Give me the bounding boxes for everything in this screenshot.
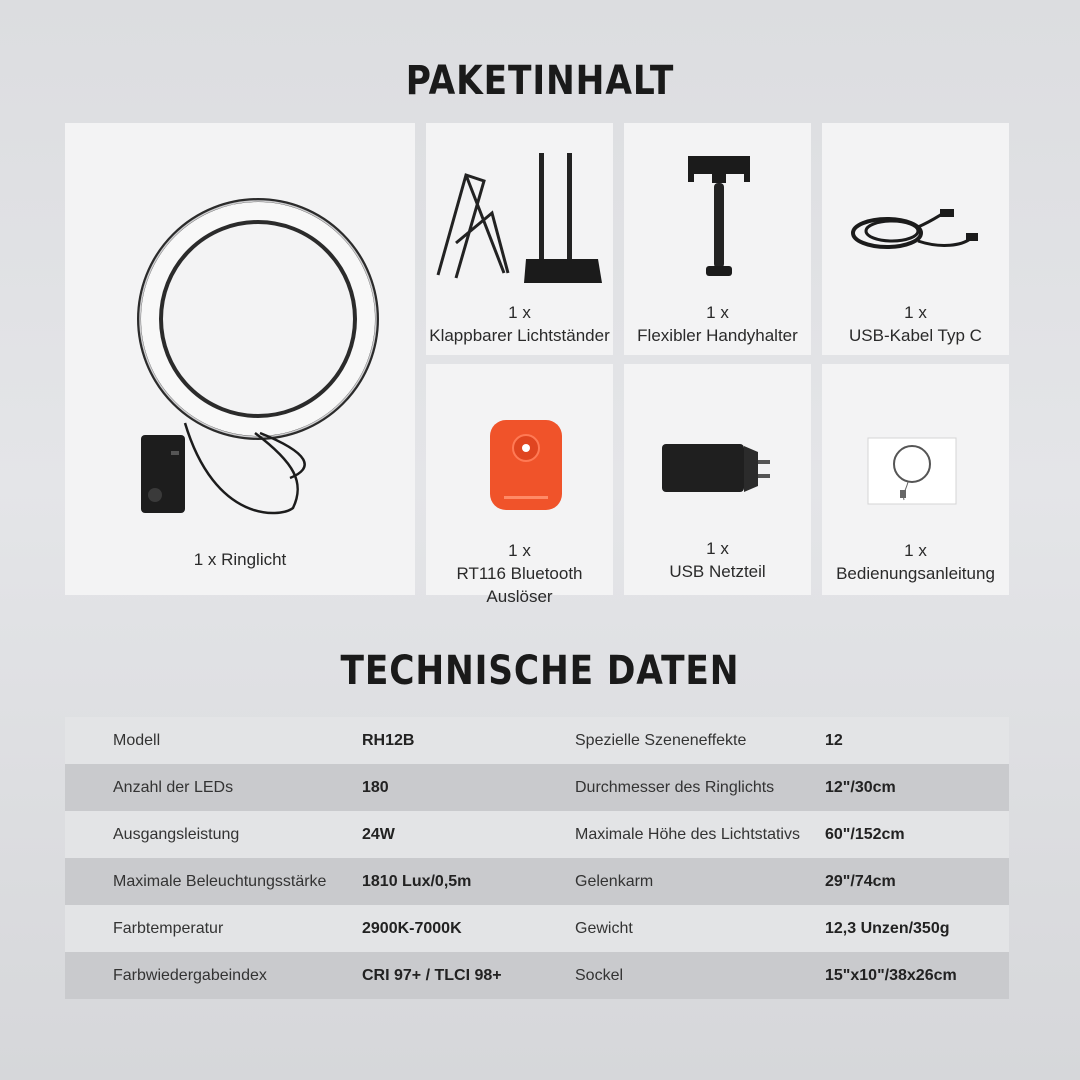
manual-icon — [822, 364, 1009, 534]
spec-key: Ausgangsleistung — [113, 826, 240, 843]
item-caption — [624, 537, 811, 583]
item-label: USB Netzteil — [669, 562, 766, 581]
item-caption — [426, 539, 613, 608]
light-stand-icon — [426, 123, 613, 293]
item-caption — [65, 548, 415, 571]
spec-value: 24W — [362, 826, 395, 843]
spec-key: Anzahl der LEDs — [113, 779, 234, 796]
spec-row — [65, 858, 1009, 905]
item-qty: 1 x — [706, 539, 729, 558]
spec-key: Sockel — [575, 967, 624, 984]
item-label: Klappbarer Lichtständer — [429, 326, 610, 345]
spec-value: 2900K-7000K — [362, 920, 462, 937]
spec-value: 12 — [825, 732, 843, 749]
item-caption — [822, 301, 1009, 347]
item-caption — [624, 301, 811, 347]
spec-value: 29"/74cm — [825, 873, 896, 890]
item-qty: 1 x — [904, 303, 927, 322]
spec-value: CRI 97+ / TLCI 98+ — [362, 967, 502, 984]
spec-value: 15"x10"/38x26cm — [825, 967, 957, 984]
spec-table — [65, 717, 1009, 999]
item-qty: 1 x — [706, 303, 729, 322]
spec-value: 12"/30cm — [825, 779, 896, 796]
spec-value: 1810 Lux/0,5m — [362, 873, 472, 890]
power-adapter-icon — [624, 364, 811, 534]
item-label: RT116 Bluetooth Auslöser — [456, 564, 583, 606]
spec-key: Spezielle Szeneneffekte — [575, 732, 747, 749]
phone-holder-icon — [624, 123, 811, 293]
item-qty: 1 x — [508, 541, 531, 560]
item-caption — [426, 301, 613, 347]
spec-row — [65, 764, 1009, 811]
spec-row — [65, 952, 1009, 999]
spec-key: Farbtemperatur — [113, 920, 224, 937]
spec-value: 180 — [362, 779, 389, 796]
item-card-manual — [822, 364, 1009, 595]
item-label: USB-Kabel Typ C — [849, 326, 982, 345]
item-card-usb-cable — [822, 123, 1009, 355]
spec-value: 12,3 Unzen/350g — [825, 920, 950, 937]
spec-value: 60"/152cm — [825, 826, 905, 843]
item-card-phone-holder — [624, 123, 811, 355]
spec-key: Modell — [113, 732, 161, 749]
spec-key: Maximale Beleuchtungsstärke — [113, 873, 327, 890]
item-card-power-adapter — [624, 364, 811, 595]
spec-row — [65, 905, 1009, 952]
item-card-light-stand — [426, 123, 613, 355]
spec-key: Maximale Höhe des Lichtstativs — [575, 826, 800, 843]
spec-key: Gelenkarm — [575, 873, 654, 890]
technical-data-title: TECHNISCHE DATEN — [340, 648, 740, 694]
item-qty: 1 x — [904, 541, 927, 560]
ring-light-icon — [65, 123, 415, 543]
item-caption — [822, 539, 1009, 585]
usb-cable-icon — [822, 123, 1009, 293]
item-card-bluetooth-remote — [426, 364, 613, 606]
item-label: Flexibler Handyhalter — [637, 326, 798, 345]
spec-key: Durchmesser des Ringlichts — [575, 779, 775, 796]
package-contents-title: PAKETINHALT — [405, 58, 675, 104]
item-label: 1 x Ringlicht — [193, 550, 287, 569]
item-qty: 1 x — [508, 303, 531, 322]
spec-key: Gewicht — [575, 920, 633, 937]
spec-value: RH12B — [362, 732, 415, 749]
spec-row — [65, 717, 1009, 764]
item-label: Bedienungsanleitung — [836, 564, 995, 583]
spec-key: Farbwiedergabeindex — [113, 967, 267, 984]
spec-row — [65, 811, 1009, 858]
bluetooth-remote-icon — [426, 364, 613, 534]
item-card-ring-light — [65, 123, 415, 595]
